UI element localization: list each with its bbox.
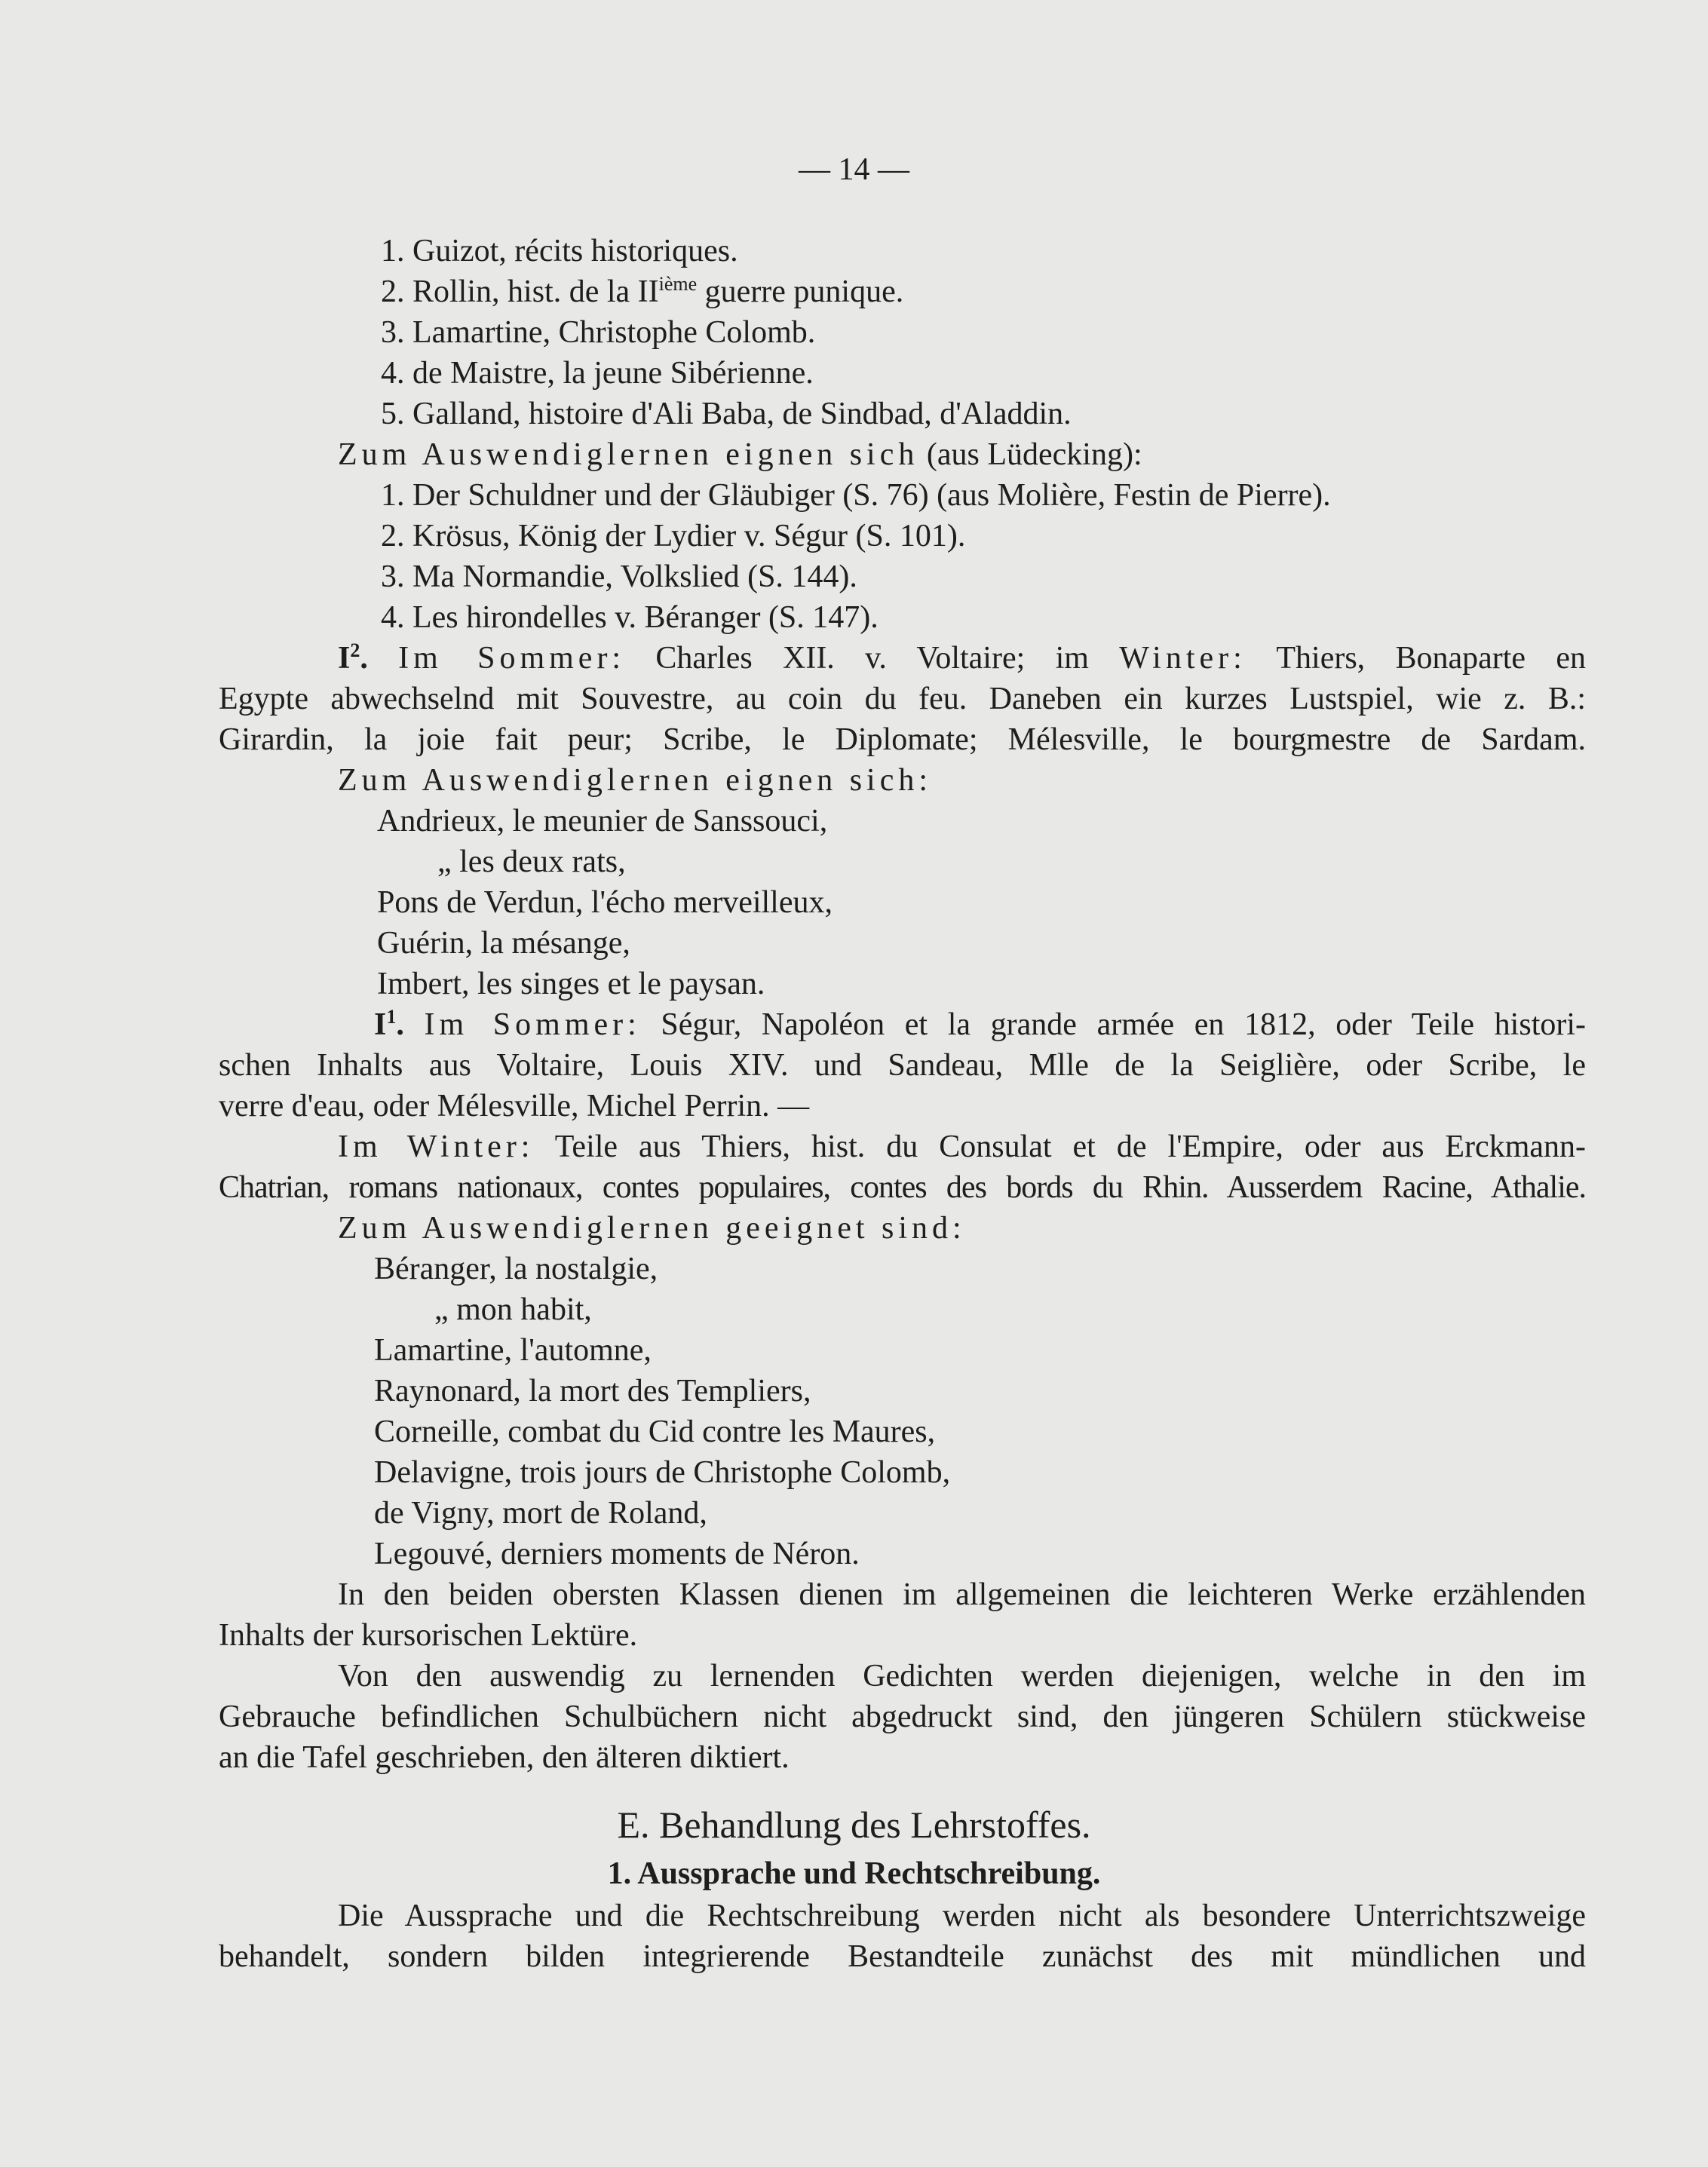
spaced-label: Zum Auswendiglernen eignen sich [338, 437, 919, 472]
paragraph-line: Egypte abwechselnd mit Souvestre, au coin du feu. Daneben ein kurzes Lustspiel, wie z. B.: [219, 682, 1586, 716]
list-item: Pons de Verdun, l'écho merveilleux, [377, 885, 833, 920]
memorize-heading [338, 436, 1142, 474]
paragraph-line: schen Inhalts aus Voltaire, Louis XIV. und Sandeau, Mlle de la Seiglière, oder Scribe, le [219, 1048, 1586, 1083]
list-item: 4. de Maistre, la jeune Sibérienne. [381, 356, 814, 391]
memorize-source: (aus Lüdecking): [918, 437, 1142, 472]
paragraph-line: Von den auswendig zu lernenden Gedichten werden diejenigen, welche in den im [338, 1659, 1586, 1693]
list-item: Raynonard, la mort des Templiers, [374, 1374, 811, 1408]
season-label: Im Winter: [338, 1129, 535, 1164]
list-item: „ les deux rats, [437, 844, 626, 879]
list-item: Legouvé, derniers moments de Néron. [374, 1537, 860, 1571]
season-label: Winter: [1119, 641, 1247, 676]
list-item: 1. Guizot, récits historiques. [381, 234, 738, 268]
paragraph-text: Thiers, Bonaparte en [1246, 641, 1586, 676]
memorize-heading: Zum Auswendiglernen geeignet sind: [338, 1211, 966, 1246]
list-item: Lamartine, l'automne, [374, 1333, 652, 1368]
paragraph-line [338, 1128, 1586, 1166]
subsection-heading: 1. Aussprache und Rechtschreibung. [607, 1856, 1101, 1891]
class-label: $I^2$. [338, 639, 368, 676]
list-item: 3. Lamartine, Christophe Colomb. [381, 315, 816, 350]
list-item: Delavigne, trois jours de Christophe Colomb, [374, 1455, 951, 1490]
list-item: 4. Les hirondelles v. Béranger (S. 147). [381, 600, 879, 635]
list-item-text: 2. Rollin, hist. de la II [381, 274, 659, 309]
list-item: Corneille, combat du Cid contre les Maures, [374, 1415, 936, 1449]
paragraph-line: Gebrauche befindlichen Schulbüchern nicht abgedruckt sind, den jüngeren Schülern stückweise [219, 1700, 1586, 1734]
paragraph-line: Girardin, la joie fait peur; Scribe, le Diplomate; Mélesville, le bourgmestre de Sardam. [219, 722, 1586, 757]
list-item: Béranger, la nostalgie, [374, 1252, 658, 1286]
season-label: Im Sommer: [424, 1007, 641, 1042]
list-item: Imbert, les singes et le paysan. [377, 967, 765, 1001]
list-item: 3. Ma Normandie, Volkslied (S. 144). [381, 559, 857, 594]
memorize-heading: Zum Auswendiglernen eignen sich: [338, 763, 933, 798]
list-item: 1. Der Schuldner und der Gläubiger (S. 76) (aus Molière, Festin de Pierre). [381, 478, 1331, 513]
paragraph-line: Chatrian, romans nationaux, contes populaires, contes des bords du Rhin. Ausserdem Racine, Athalie. [219, 1170, 1586, 1205]
list-item: Guérin, la mésange, [377, 926, 630, 961]
paragraph-line: an die Tafel geschrieben, den älteren diktiert. [219, 1740, 790, 1775]
class-label: $I^1$. [374, 1006, 404, 1042]
section-heading: E. Behandlung des Lehrstoffes. [617, 1804, 1091, 1846]
list-item: 2. Krösus, König der Lydier v. Ségur (S. 101). [381, 519, 966, 553]
list-item: 5. Galland, histoire d'Ali Baba, de Sindbad, d'Aladdin. [381, 397, 1072, 431]
list-item [381, 273, 903, 311]
list-item-text: guerre punique. [697, 274, 904, 309]
paragraph-line: behandelt, sondern bilden integrierende Bestandteile zunächst des mit mündlichen und [219, 1939, 1586, 1974]
paragraph-line: verre d'eau, oder Mélesville, Michel Perrin. — [219, 1089, 810, 1123]
list-item: de Vigny, mort de Roland, [374, 1496, 707, 1531]
paragraph-line: In den beiden obersten Klassen dienen im allgemeinen die leichteren Werke erzählenden [338, 1577, 1586, 1612]
page-number: — 14 — [799, 152, 909, 187]
list-item: Andrieux, le meunier de Sanssouci, [377, 804, 828, 838]
paragraph-line: Die Aussprache und die Rechtschreibung werden nicht als besondere Unterrichtszweige [338, 1899, 1586, 1933]
superscript: ième [658, 273, 698, 295]
paragraph-line: Inhalts der kursorischen Lektüre. [219, 1618, 638, 1653]
paragraph-text: Charles XII. v. Voltaire; im [625, 641, 1120, 676]
paragraph-text: Teile aus Thiers, hist. du Consulat et de l'Empire, oder aus Erckmann- [534, 1129, 1586, 1164]
class-i2-line [338, 639, 1586, 677]
class-i1-line [374, 1006, 1586, 1044]
paragraph-text: Ségur, Napoléon et la grande armée en 1812, oder Teile histori- [640, 1007, 1587, 1042]
season-label: Im Sommer: [398, 641, 626, 676]
list-item: „ mon habit, [434, 1292, 592, 1327]
